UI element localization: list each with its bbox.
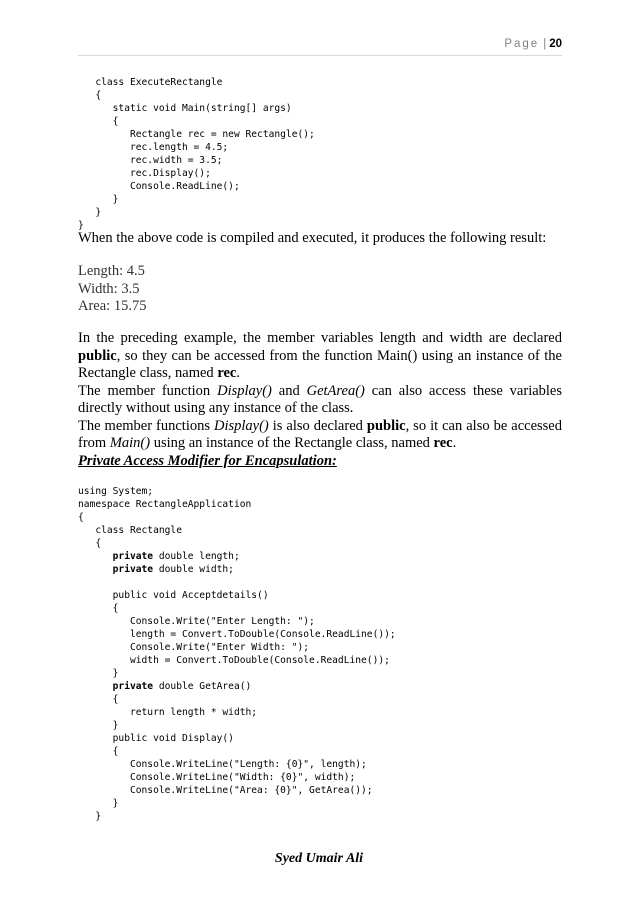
code-line [78, 511, 396, 524]
text-run: is also declared [268, 417, 367, 434]
code-line: class ExecuteRectangle [78, 77, 223, 88]
keyword-public: public [78, 347, 117, 364]
intro-paragraph: When the above code is compiled and executed, it produces the following result: [78, 230, 547, 246]
code-line: rec.Display(); [78, 168, 211, 179]
code-text: using System; [78, 486, 154, 497]
text-run: , so it can also be accessed from [78, 417, 562, 451]
code-line [78, 498, 396, 511]
code-line [78, 667, 396, 680]
code-line [78, 537, 396, 550]
page-footer-author: Syed Umair Ali [274, 851, 364, 866]
code-line [78, 810, 396, 823]
code-text: Console.Write("Enter Length: "); [78, 616, 315, 627]
code-line [78, 784, 396, 797]
code-text: Console.WriteLine("Area: {0}", GetArea()); [78, 785, 373, 796]
text-run: , so they can be accessed from the function Main() using an instance of the Rectangle class, named [78, 347, 562, 381]
code-text: } [78, 811, 102, 822]
code-text [78, 564, 113, 575]
code-text: public void Display() [78, 733, 234, 744]
code-line: rec.width = 3.5; [78, 155, 223, 166]
code-text: double width; [153, 564, 234, 575]
explanation-paragraph-1 [78, 330, 562, 383]
code-line [78, 576, 396, 589]
text-run: and [271, 382, 307, 399]
code-line [78, 563, 396, 576]
code-keyword: private [112, 681, 154, 692]
code-line [78, 524, 396, 537]
code-keyword: private [112, 551, 154, 562]
code-text: class Rectangle [78, 525, 182, 536]
text-run: The member function [78, 382, 218, 399]
code-block-execute-rectangle [78, 76, 315, 232]
code-line [78, 680, 396, 693]
code-line [78, 693, 396, 706]
code-text: { [78, 603, 119, 614]
result-length: Length: 4.5 [78, 263, 145, 279]
code-line [78, 745, 396, 758]
code-line [78, 615, 396, 628]
output-result [78, 263, 562, 316]
code-line [78, 589, 396, 602]
result-area: Area: 15.75 [78, 298, 147, 314]
method-display: Display() [217, 382, 272, 399]
code-text: { [78, 512, 84, 523]
code-line [78, 641, 396, 654]
code-text: public void Acceptdetails() [78, 590, 269, 601]
text-run: In the preceding example, the member variables length and width are declared [78, 330, 562, 346]
text-run: . [452, 435, 457, 451]
code-line [78, 628, 396, 641]
code-text: } [78, 720, 119, 731]
header-divider [78, 55, 562, 56]
code-line [78, 550, 396, 563]
result-width: Width: 3.5 [78, 280, 140, 297]
code-text: double GetArea() [153, 681, 252, 692]
code-text: { [78, 746, 119, 757]
code-text: } [78, 668, 119, 679]
page-number: 20 [549, 38, 562, 50]
code-text: { [78, 694, 119, 705]
code-line [78, 771, 396, 784]
code-line: { [78, 90, 102, 101]
code-line: } [78, 220, 84, 231]
code-text: Console.Write("Enter Width: "); [78, 642, 310, 653]
code-block-private-modifier [78, 485, 396, 823]
keyword-rec: rec [433, 435, 453, 451]
code-text: namespace RectangleApplication [78, 499, 252, 510]
code-line: { [78, 116, 119, 127]
code-line [78, 732, 396, 745]
code-line: static void Main(string[] args) [78, 103, 292, 114]
page-label: Page [504, 38, 540, 50]
code-line: rec.length = 4.5; [78, 142, 229, 153]
text-run: using an instance of the Rectangle class, named [150, 435, 434, 451]
code-keyword: private [112, 564, 154, 575]
keyword-public: public [366, 417, 406, 434]
keyword-rec: rec [217, 365, 237, 381]
section-heading: Private Access Modifier for Encapsulation: [78, 453, 337, 469]
code-text: { [78, 538, 102, 549]
code-line [78, 797, 396, 810]
code-text: length = Convert.ToDouble(Console.ReadLine()); [78, 629, 396, 640]
code-line: } [78, 207, 102, 218]
code-line [78, 719, 396, 732]
code-text [78, 551, 113, 562]
explanation-text [78, 330, 562, 453]
code-line: Console.ReadLine(); [78, 181, 240, 192]
code-line [78, 602, 396, 615]
code-text [78, 681, 113, 692]
code-line [78, 758, 396, 771]
code-line [78, 654, 396, 667]
code-text: return length * width; [78, 707, 258, 718]
method-display: Display() [214, 417, 269, 434]
page-separator: | [543, 38, 547, 50]
code-text: Console.WriteLine("Width: {0}", width); [78, 772, 356, 783]
code-text: width = Convert.ToDouble(Console.ReadLine()); [78, 655, 390, 666]
code-text: Console.WriteLine("Length: {0}", length); [78, 759, 367, 770]
text-run: can also access these variables directly without using any instance of the class. [78, 382, 563, 416]
page-header [504, 38, 562, 50]
code-line [78, 485, 396, 498]
text-run: The member functions [78, 417, 214, 434]
explanation-paragraph-2 [78, 383, 562, 418]
method-getarea: GetArea() [306, 382, 365, 399]
code-text: double length; [153, 551, 240, 562]
code-line: Rectangle rec = new Rectangle(); [78, 129, 315, 140]
text-run: . [236, 365, 240, 381]
code-line [78, 706, 396, 719]
explanation-paragraph-3 [78, 418, 562, 453]
code-text: } [78, 798, 119, 809]
method-main: Main() [109, 435, 151, 451]
code-line: } [78, 194, 119, 205]
